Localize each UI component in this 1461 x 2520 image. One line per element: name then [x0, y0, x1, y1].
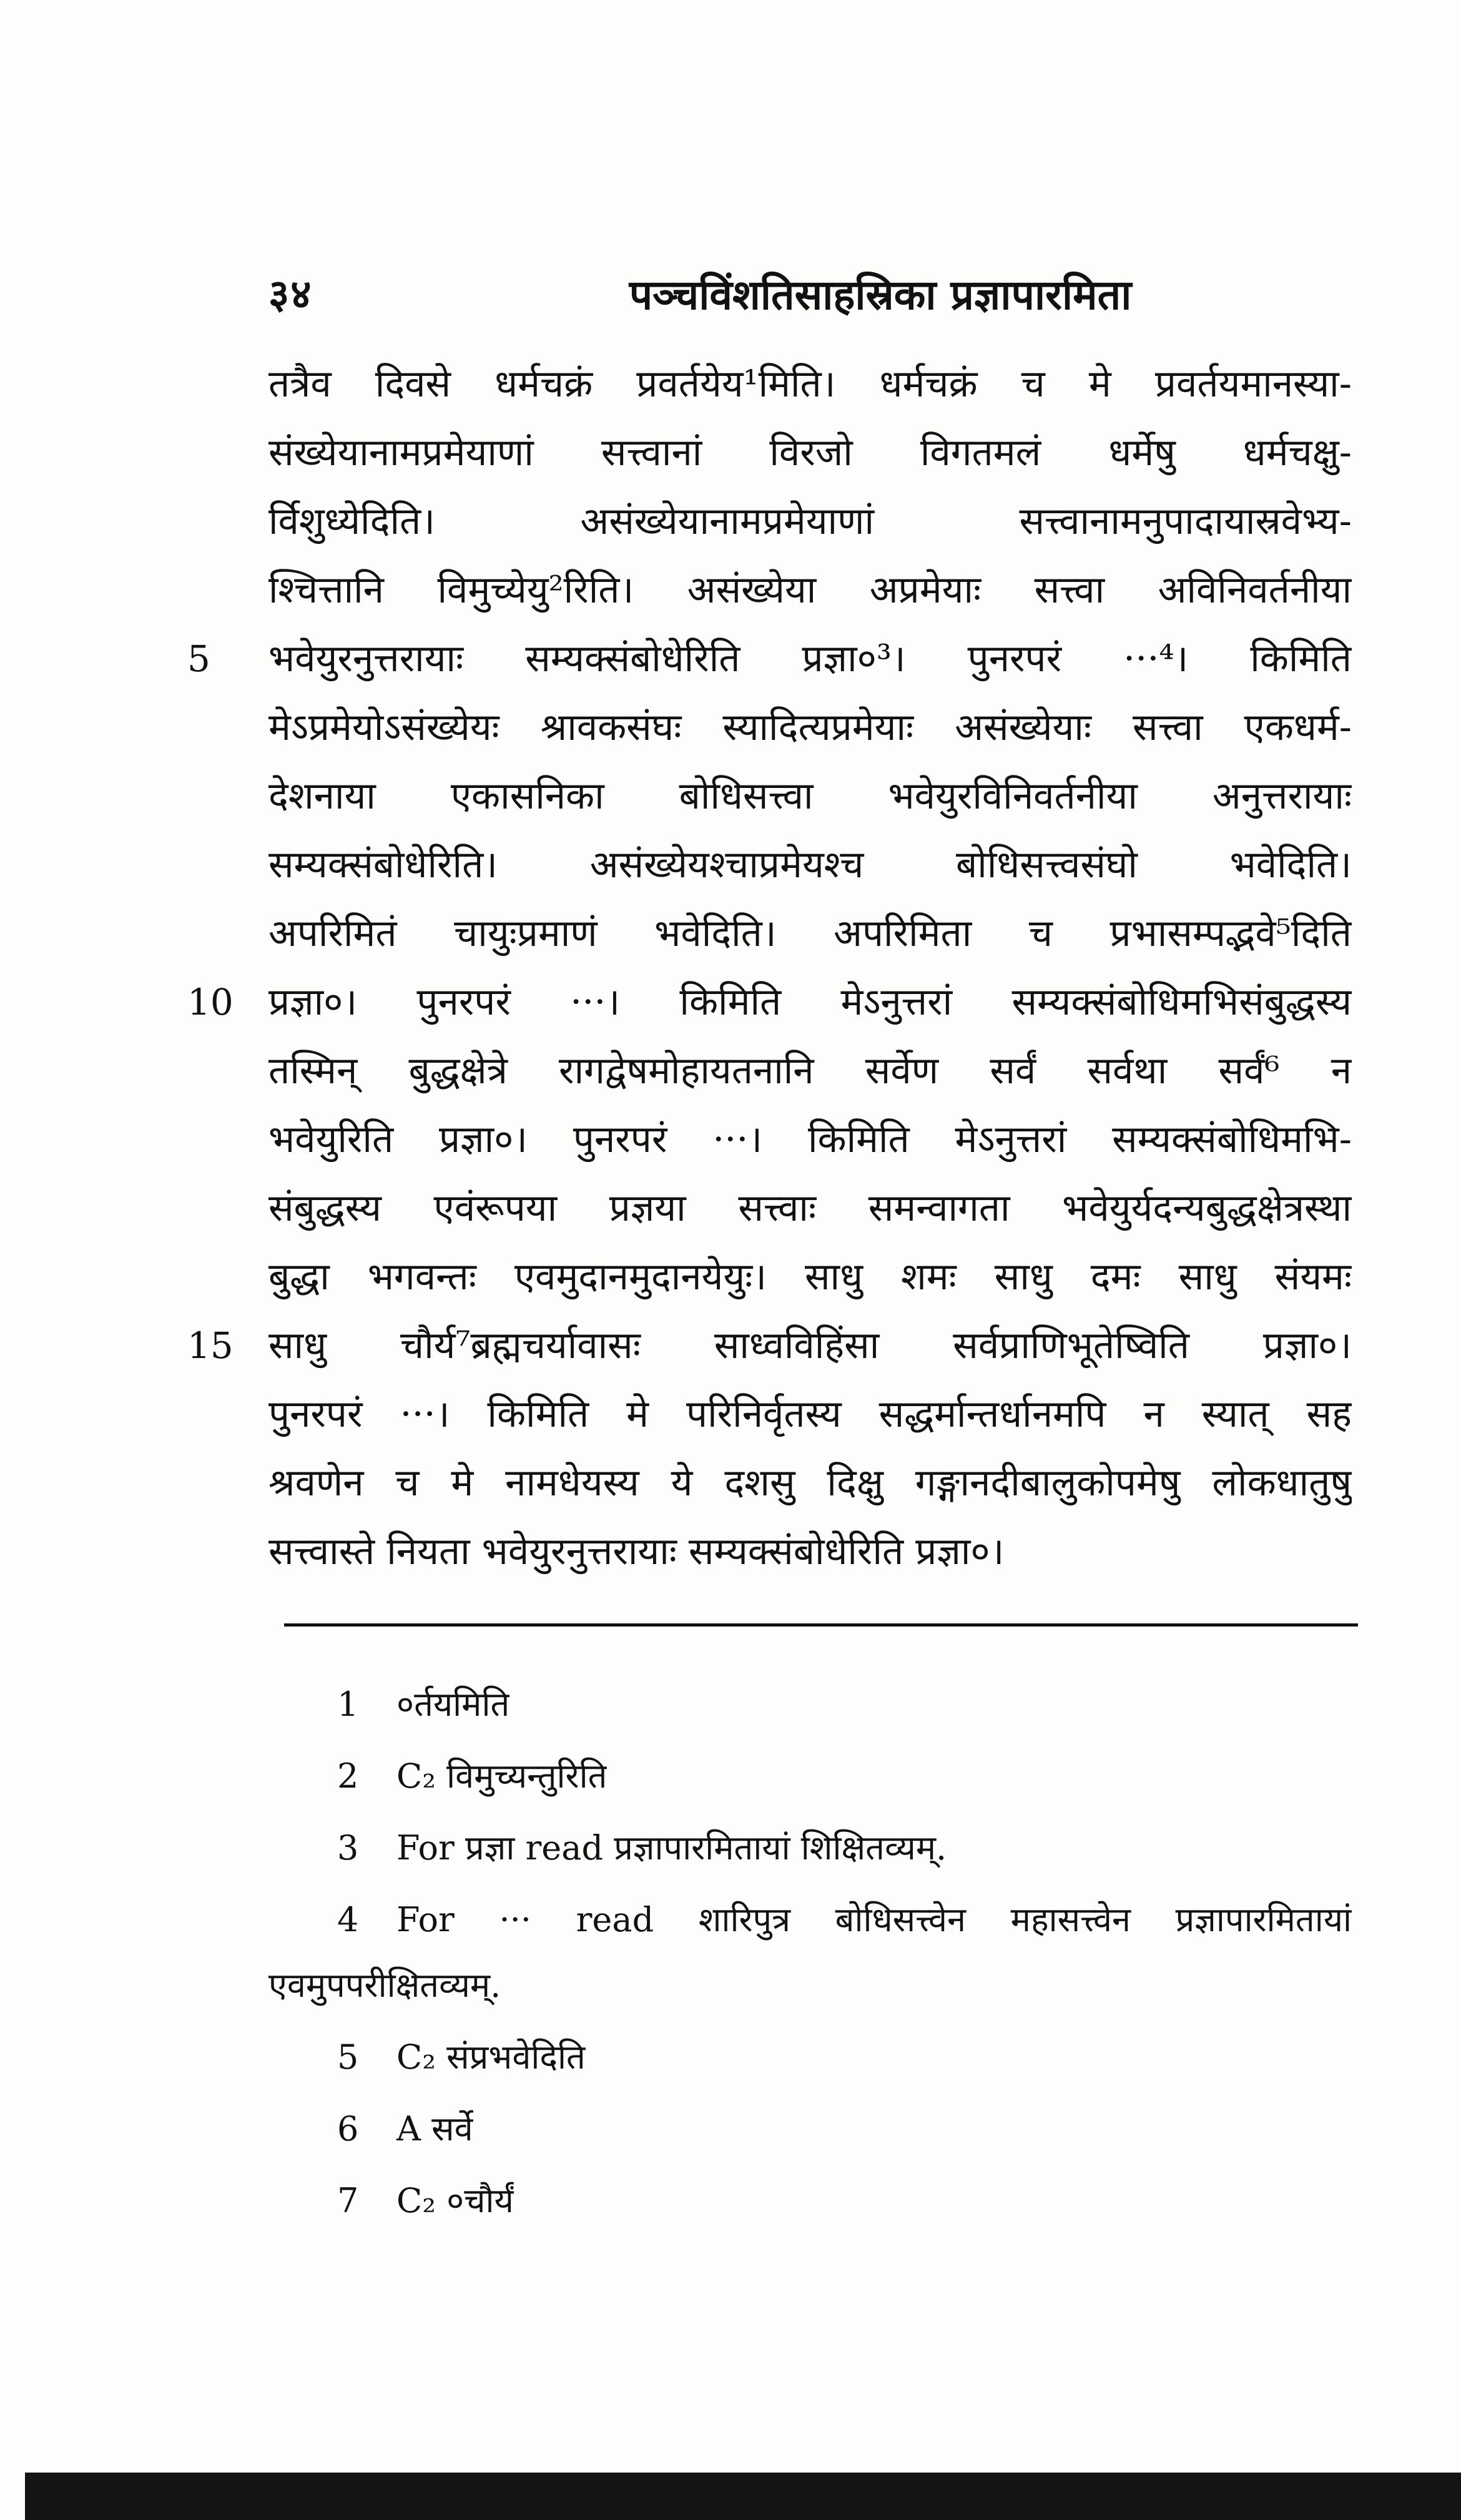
footnote: [337, 2170, 514, 2232]
footnote-number: 1: [337, 1685, 359, 1724]
footnote: [337, 2026, 586, 2089]
footnote-text: C₂ ०चौर्यं: [396, 2181, 514, 2220]
footnote-number: 3: [337, 1828, 359, 1868]
text-line: संबुद्धस्य एवंरूपया प्रज्ञया सत्त्वाः समन्वागता भवेयुर्यदन्यबुद्धक्षेत्रस्था: [268, 1186, 1352, 1230]
text-line: संख्येयानामप्रमेयाणां सत्त्वानां विरजो विगतमलं धर्मेषु धर्मचक्षु-: [268, 431, 1352, 475]
footnote: [337, 1817, 947, 1879]
text-line: तस्मिन् बुद्धक्षेत्रे रागद्वेषमोहायतनानि सर्वेण सर्वं सर्वथा सर्वं⁶ न: [268, 1049, 1352, 1093]
running-title: पञ्चविंशतिसाहस्रिका प्रज्ञापारमिता: [629, 270, 1132, 319]
text-line: प्रज्ञा०। पुनरपरं ···। किमिति मेऽनुत्तरां सम्यक्संबोधिमभिसंबुद्धस्य: [268, 980, 1352, 1024]
footnote: [337, 1889, 1352, 1951]
text-line: देशनाया एकासनिका बोधिसत्त्वा भवेयुरविनिवर्तनीया अनुत्तरायाः: [268, 774, 1352, 818]
footnote-text: ०र्तयमिति: [396, 1685, 510, 1724]
text-line: अपरिमितं चायुःप्रमाणं भवेदिति। अपरिमिता च प्रभासम्पद्भवे⁵दिति: [268, 912, 1352, 955]
text-line: तत्रैव दिवसे धर्मचक्रं प्रवर्तयेय¹मिति। धर्मचक्रं च मे प्रवर्तयमानस्या-: [268, 362, 1352, 406]
text-line: सम्यक्संबोधेरिति। असंख्येयश्चाप्रमेयश्च बोधिसत्त्वसंघो भवेदिति।: [268, 843, 1352, 887]
footnote-number: 2: [337, 1756, 359, 1796]
text-line: श्रवणेन च मे नामधेयस्य ये दशसु दिक्षु गङ्गानदीबालुकोपमेषु लोकधातुषु: [268, 1461, 1352, 1505]
line-number: 5: [187, 637, 210, 680]
text-line: भवेयुरनुत्तरायाः सम्यक्संबोधेरिति प्रज्ञा०³। पुनरपरं ···⁴। किमिति: [268, 637, 1352, 681]
text-line: भवेयुरिति प्रज्ञा०। पुनरपरं ···। किमिति मेऽनुत्तरां सम्यक्संबोधिमभि-: [268, 1118, 1352, 1161]
footnote-text: C₂ संप्रभवेदिति: [396, 2037, 586, 2077]
footnote-text: For प्रज्ञा read प्रज्ञापारमितायां शिक्षितव्यम्.: [396, 1828, 947, 1868]
footnote: [337, 2098, 473, 2160]
page-header: [268, 265, 1361, 340]
footnote: [337, 1673, 509, 1736]
footnote-number: 7: [337, 2181, 359, 2220]
text-line: सत्त्वास्ते नियता भवेयुरनुत्तरायाः सम्यक्संबोधेरिति प्रज्ञा०।: [268, 1530, 1005, 1573]
page-number: ३४: [268, 271, 313, 318]
text-line: मेऽप्रमेयोऽसंख्येयः श्रावकसंघः स्यादित्यप्रमेयाः असंख्येयाः सत्त्वा एकधर्म-: [268, 706, 1352, 749]
footnote: [337, 1745, 607, 1808]
text-line: श्चित्तानि विमुच्येयु²रिति। असंख्येया अप्रमेयाः सत्त्वा अविनिवर्तनीया: [268, 568, 1352, 612]
text-line: पुनरपरं ···। किमिति मे परिनिर्वृतस्य सद्धर्मान्तर्धानमपि न स्यात् सह: [268, 1392, 1352, 1436]
footnote-number: 5: [337, 2037, 359, 2077]
footnote-continuation: एवमुपपरीक्षितव्यम्.: [268, 1966, 501, 2005]
scan-edge-shadow: [25, 2473, 1461, 2520]
line-number: 10: [187, 981, 234, 1023]
line-number: 15: [187, 1324, 234, 1367]
footnote-text: C₂ विमुच्यन्तुरिति: [396, 1756, 608, 1796]
footnote-number: 4: [337, 1900, 359, 1939]
footnote-text: For ··· read शारिपुत्र बोधिसत्त्वेन महासत्त्वेन प्रज्ञापारमितायां: [396, 1900, 1352, 1939]
text-line: साधु चौर्य⁷ब्रह्मचर्यावासः साध्वविहिंसा सर्वप्राणिभूतेष्विति प्रज्ञा०।: [268, 1324, 1352, 1367]
footnote-divider: [284, 1623, 1358, 1627]
text-line: बुद्धा भगवन्तः एवमुदानमुदानयेयुः। साधु शमः साधु दमः साधु संयमः: [268, 1255, 1352, 1299]
text-line: र्विशुध्येदिति। असंख्येयानामप्रमेयाणां सत्त्वानामनुपादायास्रवेभ्य-: [268, 500, 1352, 543]
footnote-number: 6: [337, 2109, 359, 2148]
footnote-text: A सर्वे: [396, 2109, 473, 2148]
